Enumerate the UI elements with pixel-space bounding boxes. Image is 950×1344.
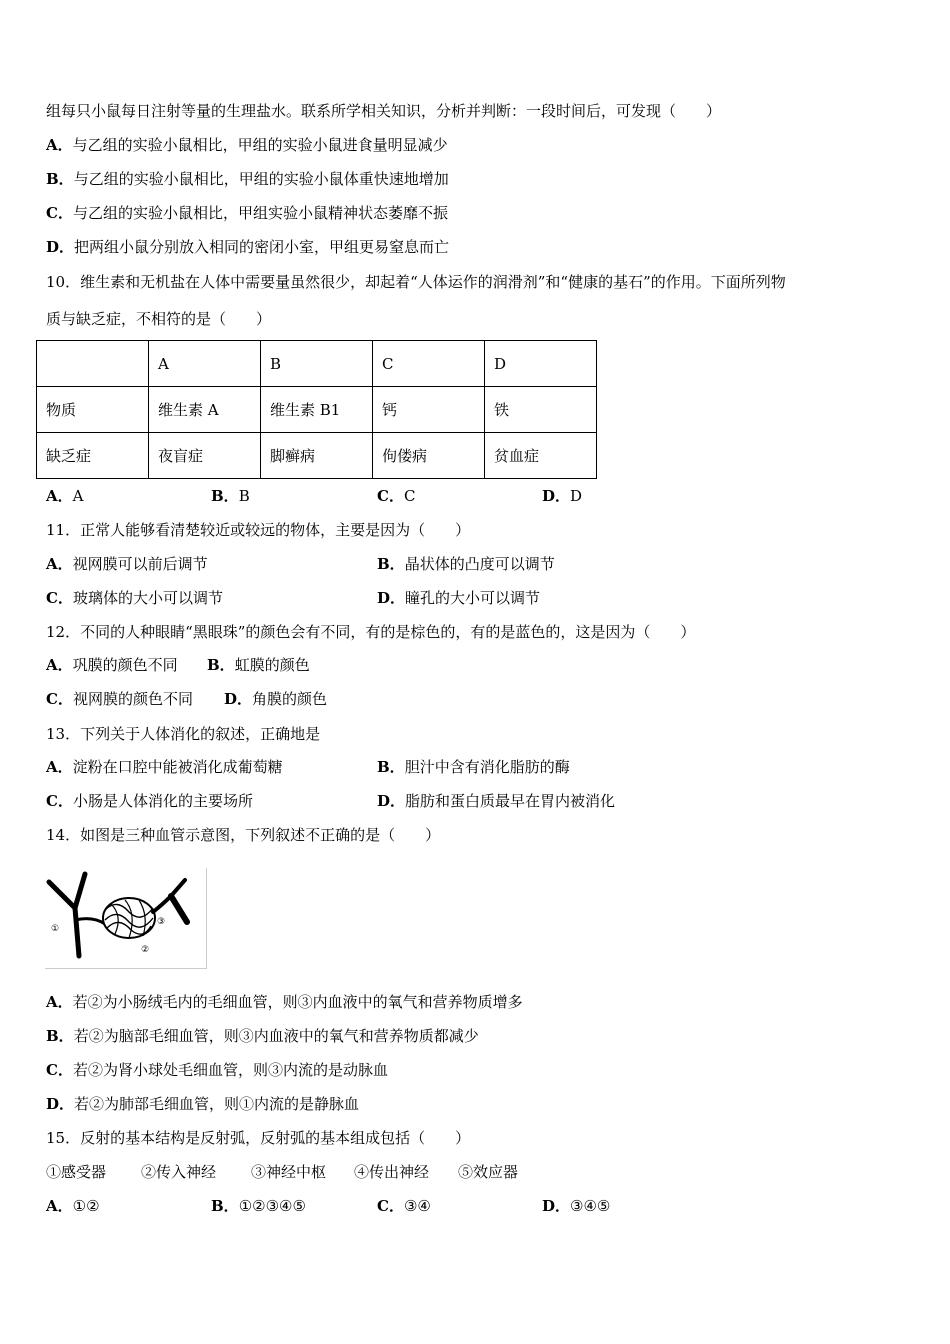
table-cell: D bbox=[485, 341, 597, 387]
q13-option-c: C．小肠是人体消化的主要场所 bbox=[46, 792, 253, 810]
q10-table bbox=[36, 340, 597, 479]
q11-option-d: D．瞳孔的大小可以调节 bbox=[377, 589, 541, 607]
q15-stem: 15．反射的基本结构是反射弧，反射弧的基本组成包括（ ） bbox=[46, 1129, 471, 1147]
q10-option-a: A．A bbox=[46, 487, 84, 505]
table-cell bbox=[37, 341, 149, 387]
q13-stem: 13．下列关于人体消化的叙述，正确地是 bbox=[46, 725, 321, 743]
q10-stem-line1: 10．维生素和无机盐在人体中需要量虽然很少，却起着“人体运作的润滑剂”和“健康的基石”的作用。下面所列物 bbox=[46, 273, 786, 291]
arteriole-shape bbox=[75, 919, 105, 924]
q12-option-a: A．巩膜的颜色不同 bbox=[46, 656, 178, 674]
q15-option-d: D．③④⑤ bbox=[542, 1197, 611, 1215]
q14-option-d: D．若②为肺部毛细血管，则①内流的是静脉血 bbox=[46, 1095, 360, 1113]
q9-stem-tail: 组每只小鼠每日注射等量的生理盐水。联系所学相关知识，分析并判断：一段时间后，可发现（ ） bbox=[46, 102, 722, 120]
table-row bbox=[37, 387, 597, 433]
q15-item: ④传出神经 bbox=[354, 1163, 430, 1181]
q10-option-c: C．C bbox=[377, 487, 416, 505]
table-cell: A bbox=[149, 341, 261, 387]
table-cell: 脚癣病 bbox=[261, 433, 373, 479]
table-cell: B bbox=[261, 341, 373, 387]
q15-option-a: A．①② bbox=[46, 1197, 100, 1215]
figure-label-2: ② bbox=[141, 945, 150, 955]
q9-option-c: C．与乙组的实验小鼠相比，甲组实验小鼠精神状态萎靡不振 bbox=[46, 204, 448, 222]
q12-option-d: D．角膜的颜色 bbox=[224, 690, 328, 708]
q10-option-d: D．D bbox=[542, 487, 583, 505]
table-cell: 铁 bbox=[485, 387, 597, 433]
artery-branch-shape bbox=[75, 874, 85, 908]
q15-item: ②传入神经 bbox=[141, 1163, 217, 1181]
q12-option-c: C．视网膜的颜色不同 bbox=[46, 690, 193, 708]
table-cell: 夜盲症 bbox=[149, 433, 261, 479]
q14-option-b: B．若②为脑部毛细血管，则③内血液中的氧气和营养物质都减少 bbox=[46, 1027, 479, 1045]
q12-option-b: B．虹膜的颜色 bbox=[207, 656, 310, 674]
q12-stem: 12．不同的人种眼睛“黑眼珠”的颜色会有不同，有的是棕色的，有的是蓝色的，这是因为（ ） bbox=[46, 623, 696, 641]
q13-option-b: B．胆汁中含有消化脂肪的酶 bbox=[377, 758, 570, 776]
q9-option-a: A．与乙组的实验小鼠相比，甲组的实验小鼠进食量明显减少 bbox=[46, 136, 448, 154]
table-cell: 钙 bbox=[373, 387, 485, 433]
table-cell: 维生素 A bbox=[149, 387, 261, 433]
q11-stem: 11．正常人能够看清楚较近或较远的物体，主要是因为（ ） bbox=[46, 521, 471, 539]
q15-item: ③神经中枢 bbox=[251, 1163, 327, 1181]
table-cell: 贫血症 bbox=[485, 433, 597, 479]
vein-trunk-shape bbox=[171, 896, 187, 922]
q14-option-a: A．若②为小肠绒毛内的毛细血管，则③内血液中的氧气和营养物质增多 bbox=[46, 993, 523, 1011]
figure-label-3: ③ bbox=[157, 917, 166, 927]
table-cell: 维生素 B1 bbox=[261, 387, 373, 433]
q15-item: ⑤效应器 bbox=[458, 1163, 519, 1181]
q11-option-c: C．玻璃体的大小可以调节 bbox=[46, 589, 223, 607]
table-cell: 物质 bbox=[37, 387, 149, 433]
q10-option-b: B．B bbox=[211, 487, 250, 505]
q11-option-a: A．视网膜可以前后调节 bbox=[46, 555, 208, 573]
blood-vessel-diagram bbox=[45, 868, 206, 968]
q10-stem-line2: 质与缺乏症，不相符的是（ ） bbox=[46, 310, 272, 328]
q9-option-b: B．与乙组的实验小鼠相比，甲组的实验小鼠体重快速地增加 bbox=[46, 170, 449, 188]
q11-option-b: B．晶状体的凸度可以调节 bbox=[377, 555, 555, 573]
q13-option-a: A．淀粉在口腔中能被消化成葡萄糖 bbox=[46, 758, 283, 776]
figure-label-1: ① bbox=[51, 924, 60, 934]
table-row bbox=[37, 433, 597, 479]
q14-option-c: C．若②为肾小球处毛细血管，则③内流的是动脉血 bbox=[46, 1061, 388, 1079]
q15-option-b: B．①②③④⑤ bbox=[211, 1197, 306, 1215]
q13-option-d: D．脂肪和蛋白质最早在胃内被消化 bbox=[377, 792, 616, 810]
table-cell: 缺乏症 bbox=[37, 433, 149, 479]
q14-stem: 14．如图是三种血管示意图，下列叙述不正确的是（ ） bbox=[46, 826, 441, 844]
table-cell: C bbox=[373, 341, 485, 387]
q15-item: ①感受器 bbox=[46, 1163, 107, 1181]
artery-shape bbox=[49, 882, 79, 956]
blood-vessel-figure bbox=[45, 868, 207, 969]
table-cell: 佝偻病 bbox=[373, 433, 485, 479]
q9-option-d: D．把两组小鼠分别放入相同的密闭小室，甲组更易窒息而亡 bbox=[46, 238, 450, 256]
q15-option-c: C．③④ bbox=[377, 1197, 431, 1215]
table-header-row bbox=[37, 341, 597, 387]
